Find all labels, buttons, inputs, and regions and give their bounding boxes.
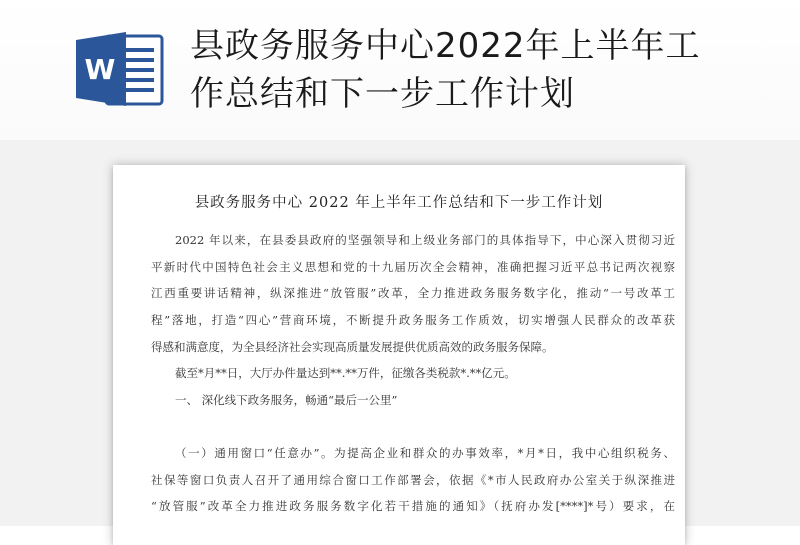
paragraph-line: （一）通用窗口“任意办”。为提高企业和群众的办事效率，*月*日，我中心组织税务、 xyxy=(175,446,675,460)
svg-text:W: W xyxy=(84,53,116,86)
paragraph-line: “放管服”改革全力推进政务服务数字化若干措施的通知》（抚府办发[****]*号）要求，在 xyxy=(151,499,675,514)
paragraph-line: 平新时代中国特色社会主义思想和党的十九届历次全会精神，准确把握习近平总书记两次视察 xyxy=(151,259,675,274)
paragraph-line: 2022 年以来，在县委县政府的坚强领导和上级业务部门的具体指导下，中心深入贯彻习近 xyxy=(175,233,675,247)
paragraph-line: 程”落地，打造“四心”营商环境，不断提升政务服务工作质效，切实增强人民群众的改革获 xyxy=(151,313,675,328)
paragraph-section-1-1 xyxy=(151,440,675,520)
document-page xyxy=(113,165,685,545)
paragraph-stats xyxy=(151,360,675,387)
paragraph-line: 社保等窗口负责人召开了通用综合窗口工作部署会，依据《*市人民政府办公室关于纵深推进 xyxy=(151,472,675,487)
banner-title: 县政务服务中心2022年上半年工作总结和下一步工作计划 xyxy=(190,26,701,114)
paragraph-line: 江西重要讲话精神，纵深推进“放管服”改革，全力推进政务服务数字化，推动“一号改革工 xyxy=(151,286,675,301)
paragraph-line: 得感和满意度，为全县经济社会实现高质量发展提供优质高效的政务服务保障。 xyxy=(151,339,554,354)
paragraph-line: 截至*月**日，大厅办件量达到**.**万件，征缴各类税款*.**亿元。 xyxy=(175,366,516,380)
banner xyxy=(0,0,800,140)
section-heading-text: 一、 深化线下政务服务，畅通“最后一公里” xyxy=(175,393,398,407)
section-heading-1 xyxy=(151,387,675,414)
paragraph-intro xyxy=(151,227,675,361)
word-document-icon xyxy=(76,30,166,108)
document-title: 县政务服务中心 2022 年上半年工作总结和下一步工作计划 xyxy=(194,195,604,211)
